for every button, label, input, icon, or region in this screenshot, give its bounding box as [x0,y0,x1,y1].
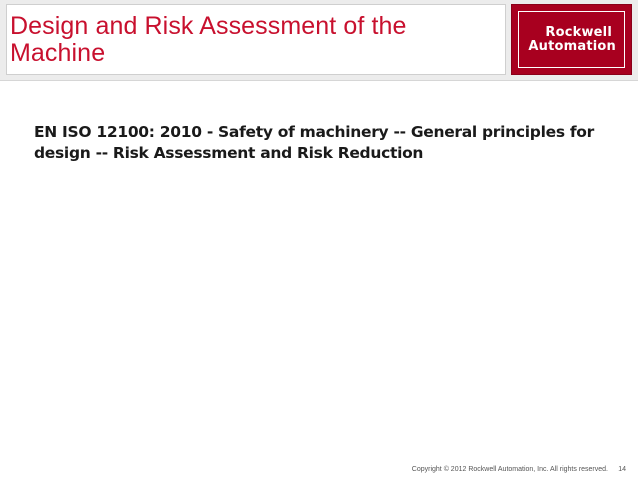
slide-footer [0,458,638,479]
slide-header [0,0,638,81]
logo-frame [518,11,625,68]
standard-reference-text: EN ISO 12100: 2010 - Safety of machinery -- General principles for design -- Risk Assessment and Risk Reduction [34,123,594,162]
slide-title: Design and Risk Assessment of the Machine [10,12,407,67]
logo-line-automation: Automation [528,38,616,54]
page-number: 14 [618,466,626,473]
copyright-notice: Copyright © 2012 Rockwell Automation, Inc. All rights reserved. [411,466,608,473]
logo-line-rockwell: Rockwell [545,24,612,40]
rockwell-automation-logo [511,4,632,75]
title-box [6,4,506,75]
